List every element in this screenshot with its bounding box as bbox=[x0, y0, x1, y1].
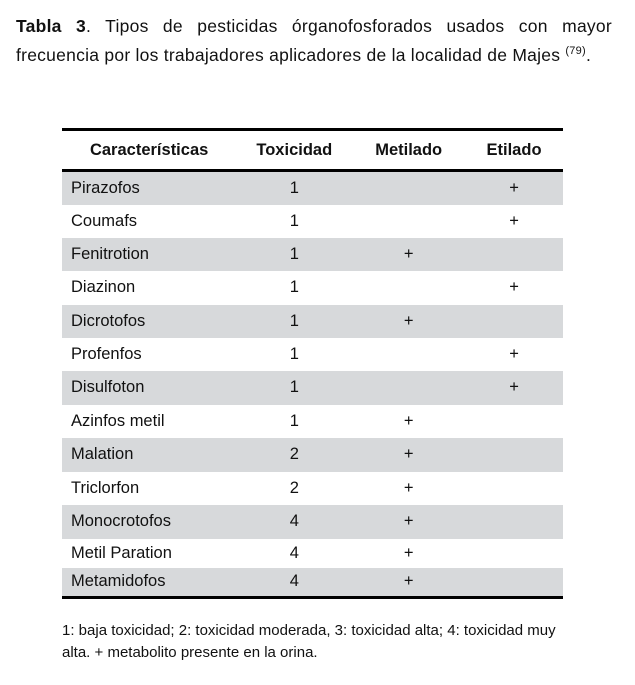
cell-toxicidad: 1 bbox=[236, 171, 352, 205]
cell-etilado bbox=[465, 505, 563, 539]
cell-name: Dicrotofos bbox=[62, 305, 236, 338]
cell-name: Pirazofos bbox=[62, 171, 236, 205]
cell-metilado: + bbox=[352, 568, 465, 598]
cell-name: Metil Paration bbox=[71, 543, 172, 562]
cell-etilado: + bbox=[509, 211, 519, 230]
cell-name: Diazinon bbox=[71, 278, 136, 296]
header-toxicidad: Toxicidad bbox=[236, 130, 352, 171]
cell-name: Triclorfon bbox=[71, 478, 140, 497]
table-row bbox=[62, 171, 563, 205]
table-row bbox=[62, 472, 563, 505]
table-row bbox=[62, 338, 563, 371]
table-row bbox=[62, 405, 563, 438]
cell-etilado bbox=[465, 438, 563, 472]
reference-number: (79) bbox=[565, 45, 586, 57]
table-row bbox=[62, 205, 563, 238]
cell-name: Monocrotofos bbox=[62, 505, 236, 539]
table-footnote: 1: baja toxicidad; 2: toxicidad moderada, 3: toxicidad alta; 4: toxicidad muy alta. + metabolito presente en la orina. bbox=[62, 622, 556, 661]
table-row bbox=[62, 505, 563, 539]
cell-etilado bbox=[465, 405, 563, 438]
cell-metilado: + bbox=[352, 238, 465, 271]
cell-toxicidad: 1 bbox=[236, 305, 352, 338]
cell-metilado bbox=[352, 171, 465, 205]
cell-name: Fenitrotion bbox=[62, 238, 236, 271]
cell-etilado bbox=[465, 305, 563, 338]
cell-etilado bbox=[465, 238, 563, 271]
cell-toxicidad: 2 bbox=[289, 478, 299, 497]
cell-name: Metamidofos bbox=[62, 568, 236, 598]
table-row bbox=[62, 238, 563, 271]
cell-toxicidad: 1 bbox=[289, 344, 299, 363]
cell-etilado bbox=[465, 472, 563, 505]
table-row bbox=[62, 568, 563, 598]
table-row bbox=[62, 371, 563, 405]
cell-metilado: + bbox=[352, 305, 465, 338]
cell-metilado: + bbox=[403, 478, 414, 497]
cell-toxicidad: 1 bbox=[289, 278, 299, 296]
cell-etilado: + bbox=[465, 371, 563, 405]
cell-name: Malation bbox=[62, 438, 236, 472]
table-body bbox=[62, 171, 563, 598]
cell-metilado bbox=[352, 205, 465, 238]
cell-metilado: + bbox=[352, 438, 465, 472]
cell-name: Coumafs bbox=[71, 211, 138, 230]
caption-text: . Tipos de pesticidas órganofosforados usados con mayor frecuencia por los trabajadores aplicadores de la localidad de Majes bbox=[16, 16, 612, 65]
table-caption bbox=[16, 12, 612, 70]
caption-end: . bbox=[585, 45, 592, 65]
pesticides-table bbox=[62, 128, 563, 599]
cell-etilado: + bbox=[509, 278, 519, 296]
cell-metilado bbox=[352, 338, 465, 371]
cell-toxicidad: 2 bbox=[236, 438, 352, 472]
table-label: Tabla 3 bbox=[16, 16, 87, 36]
cell-metilado bbox=[352, 371, 465, 405]
table-row bbox=[62, 438, 563, 472]
cell-metilado bbox=[352, 271, 465, 305]
header-row bbox=[62, 130, 563, 171]
cell-etilado: + bbox=[465, 171, 563, 205]
cell-etilado: + bbox=[509, 344, 519, 363]
cell-toxicidad: 4 bbox=[289, 543, 299, 562]
table-row bbox=[62, 539, 563, 568]
header-etilado: Etilado bbox=[465, 130, 563, 171]
cell-toxicidad: 1 bbox=[289, 411, 299, 430]
cell-etilado bbox=[465, 539, 563, 568]
cell-toxicidad: 4 bbox=[236, 505, 352, 539]
cell-toxicidad: 1 bbox=[289, 211, 299, 230]
cell-name: Disulfoton bbox=[62, 371, 236, 405]
header-metilado: Metilado bbox=[352, 130, 465, 171]
cell-metilado: + bbox=[403, 543, 414, 562]
cell-name: Profenfos bbox=[71, 344, 142, 363]
cell-name: Azinfos metil bbox=[71, 411, 165, 430]
cell-toxicidad: 1 bbox=[236, 238, 352, 271]
table-row bbox=[62, 305, 563, 338]
cell-metilado: + bbox=[403, 411, 414, 430]
cell-etilado bbox=[465, 568, 563, 598]
table-row bbox=[62, 271, 563, 305]
cell-toxicidad: 1 bbox=[236, 371, 352, 405]
cell-metilado: + bbox=[352, 505, 465, 539]
cell-toxicidad: 4 bbox=[236, 568, 352, 598]
header-caracteristicas: Características bbox=[62, 130, 236, 171]
